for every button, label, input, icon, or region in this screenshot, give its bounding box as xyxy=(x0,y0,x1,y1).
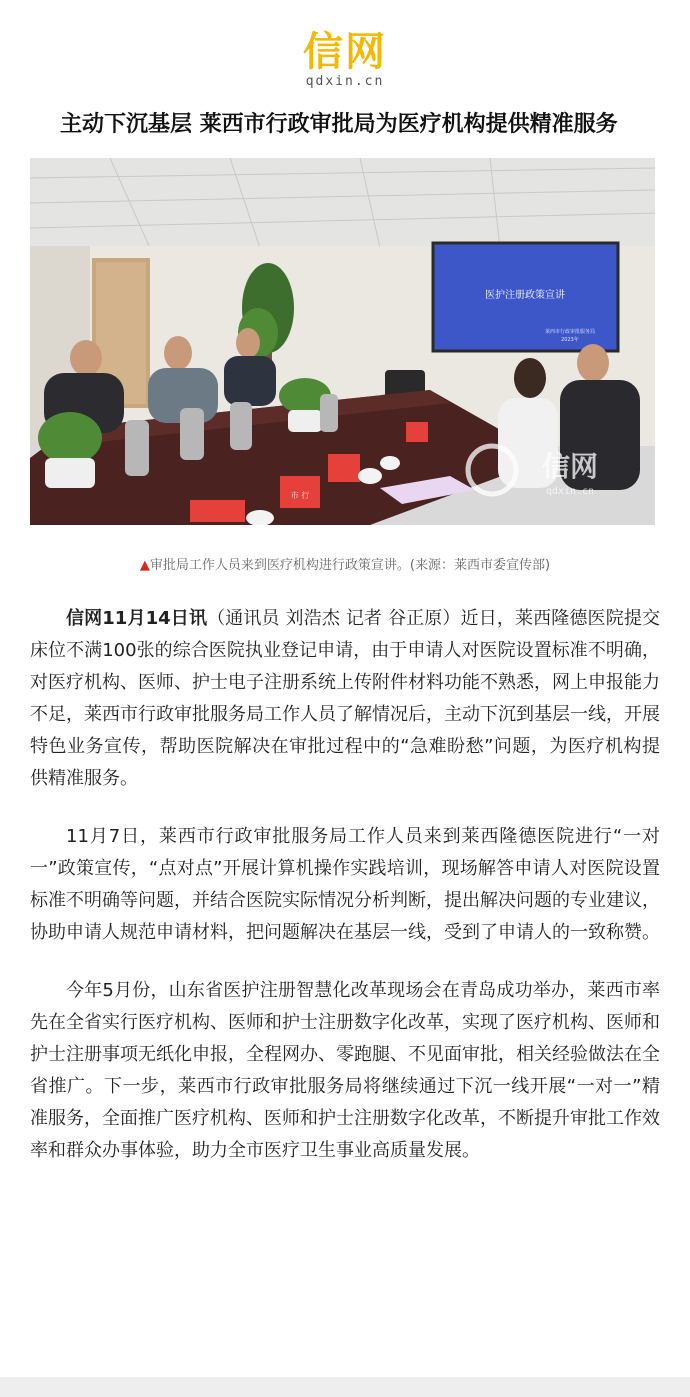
article-body xyxy=(30,603,660,1193)
footer-bar xyxy=(0,1377,690,1397)
screen-title: 医护注册政策宣讲 xyxy=(485,290,565,301)
logo-domain: qdxin.cn xyxy=(305,74,385,89)
article-photo xyxy=(30,158,655,525)
name-card-text: 市 行 xyxy=(290,491,310,500)
screen-date: 2023年 xyxy=(561,337,579,343)
screen-subtitle: 莱西市行政审批服务局 xyxy=(544,329,596,335)
caption-text: 审批局工作人员来到医疗机构进行政策宣讲。(来源：莱西市委宣传部) xyxy=(149,558,551,573)
article-headline: 主动下沉基层 莱西市行政审批局为医疗机构提供精准服务 xyxy=(60,112,618,137)
watermark-domain: qdxin.cn xyxy=(545,486,595,497)
photo-caption xyxy=(0,556,690,576)
site-logo[interactable] xyxy=(0,30,690,94)
caption-marker-icon: ▲ xyxy=(139,558,150,573)
watermark-mark: 信网 xyxy=(541,450,599,483)
paragraph-1-text: （通讯员 刘浩杰 记者 谷正原）近日，莱西隆德医院提交床位不满100张的综合医院执业登记申请，由于申请人对医院设置标准不明确，对医疗机构、医师、护士电子注册系统上传附件材料功能不熟悉，网上申报能力不足，莱西市行政审批服务局工作人员了解情况后，主动下沉到基层一线，开展特色业务宣传，帮助医院解决在审批过程中的“急难盼愁”问题，为医疗机构提供精准服务。 xyxy=(30,608,660,789)
paragraph-2: 11月7日，莱西市行政审批服务局工作人员来到莱西隆德医院进行“一对一”政策宣传，“点对点”开展计算机操作实践培训，现场解答申请人对医院设置标准不明确等问题，并结合医院实际情况分析判断，提出解决问题的专业建议，协助申请人规范申请材料，把问题解决在基层一线，受到了申请人的一致称赞。 xyxy=(30,826,660,943)
logo-mark: 信网 xyxy=(303,29,387,75)
paragraph-1 xyxy=(30,603,660,795)
paragraph-3: 今年5月份，山东省医护注册智慧化改革现场会在青岛成功举办，莱西市率先在全省实行医疗机构、医师和护士注册数字化改革，实现了医疗机构、医师和护士注册事项无纸化申报，全程网办、零跑腿、不见面审批，相关经验做法在全省推广。下一步，莱西市行政审批服务局将继续通过下沉一线开展“一对一”精准服务，全面推广医疗机构、医师和护士注册数字化改革，不断提升审批工作效率和群众办事体验，助力全市医疗卫生事业高质量发展。 xyxy=(30,980,660,1161)
dateline: 信网11月14日讯 xyxy=(66,608,208,629)
